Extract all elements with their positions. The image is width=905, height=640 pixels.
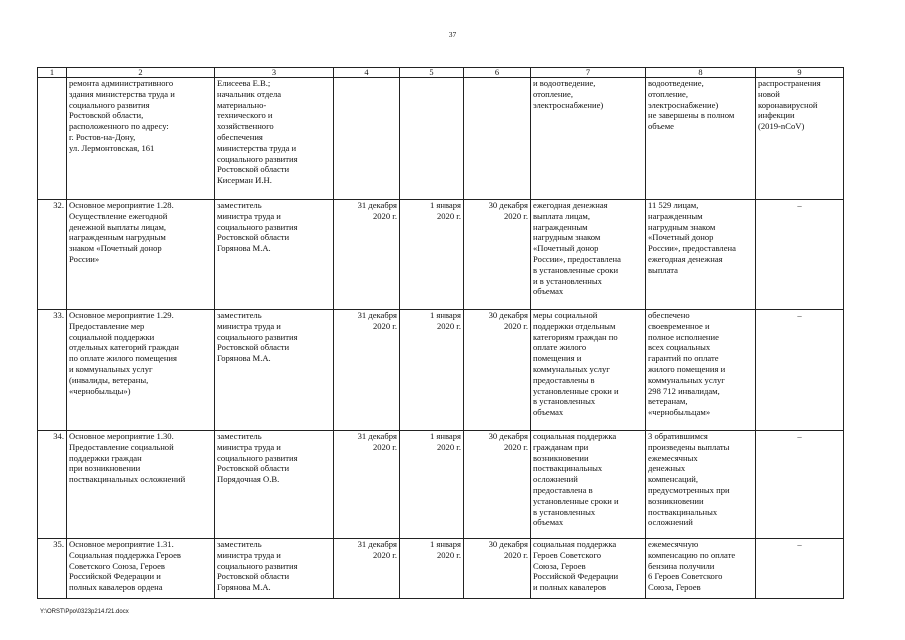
planned-result-cell: социальная поддержка Героев Советского Союза, Героев Российской Федерации и полных кавалеров (531, 539, 646, 599)
actual-result-cell: 3 обратившимся произведены выплаты ежемесячных денежных компенсаций, предусмотренных при возникновении поствакцинальных осложнений (646, 431, 756, 539)
event-cell: ремонта административного здания министерства труда и социального развития Ростовской области, расположенного по адресу: г. Ростов-на-Дону, ул. Лермонтовская, 161 (67, 78, 215, 200)
column-header: 6 (464, 68, 531, 78)
row-number-cell: 33. (38, 310, 67, 431)
planned-result-cell: социальная поддержка гражданам при возникновении поствакцинальных осложнений предоставлена в установленные сроки и в установленных объемах (531, 431, 646, 539)
event-cell: Основное мероприятие 1.30. Предоставление социальной поддержки граждан при возникновении поствакцинальных осложнений (67, 431, 215, 539)
event-cell: Основное мероприятие 1.28. Осуществление ежегодной денежной выплаты лицам, награжденным нагрудным знаком «Почетный донор России» (67, 200, 215, 310)
column-header: 3 (215, 68, 334, 78)
start-date-cell: 1 января 2020 г. (400, 200, 464, 310)
report-table (37, 67, 844, 599)
responsible-cell: Елисеева Е.В.; начальник отдела материально- технического и хозяйственного обеспечения министерства труда и социального развития Ростовской области Кисерман И.Н. (215, 78, 334, 200)
row-number-cell: 35. (38, 539, 67, 599)
end-date-cell: 30 декабря 2020 г. (464, 431, 531, 539)
column-header: 5 (400, 68, 464, 78)
problems-cell: – (756, 431, 844, 539)
planned-result-cell: ежегодная денежная выплата лицам, награжденным нагрудным знаком «Почетный донор России», предоставлена в установленные сроки и в установленных объемах (531, 200, 646, 310)
table-row (38, 310, 844, 431)
planned-date-cell: 31 декабря 2020 г. (334, 310, 400, 431)
table-row (38, 78, 844, 200)
event-cell: Основное мероприятие 1.29. Предоставление мер социальной поддержки отдельных категорий граждан по оплате жилого помещения и коммунальных услуг (инвалиды, ветераны, «чернобыльцы») (67, 310, 215, 431)
table-row (38, 431, 844, 539)
column-header: 8 (646, 68, 756, 78)
end-date-cell: 30 декабря 2020 г. (464, 539, 531, 599)
responsible-cell: заместитель министра труда и социального развития Ростовской области Порядочная О.В. (215, 431, 334, 539)
page-number: 37 (448, 30, 457, 39)
planned-date-cell: 31 декабря 2020 г. (334, 431, 400, 539)
start-date-cell: 1 января 2020 г. (400, 539, 464, 599)
responsible-cell: заместитель министра труда и социального развития Ростовской области Горянова М.А. (215, 310, 334, 431)
planned-result-cell: и водоотведение, отопление, электроснабжение) (531, 78, 646, 200)
planned-result-cell: меры социальной поддержки отдельным категориям граждан по оплате жилого помещения и коммунальных услуг предоставлены в установленные сроки и в установленных объемах (531, 310, 646, 431)
event-cell: Основное мероприятие 1.31. Социальная поддержка Героев Советского Союза, Героев Российской Федерации и полных кавалеров ордена (67, 539, 215, 599)
footer-file-path: Y:\ORST\Ppo\0323p214.f21.docx (40, 609, 129, 615)
responsible-cell: заместитель министра труда и социального развития Ростовской области Горянова М.А. (215, 539, 334, 599)
actual-result-cell: ежемесячную компенсацию по оплате бензина получили 6 Героев Советского Союза, Героев (646, 539, 756, 599)
planned-date-cell: 31 декабря 2020 г. (334, 539, 400, 599)
column-header: 2 (67, 68, 215, 78)
end-date-cell (464, 78, 531, 200)
row-number-cell (38, 78, 67, 200)
column-header: 1 (38, 68, 67, 78)
actual-result-cell: 11 529 лицам, награжденным нагрудным знаком «Почетный донор России», предоставлена ежегодная денежная выплата (646, 200, 756, 310)
row-number-cell: 34. (38, 431, 67, 539)
problems-cell: – (756, 200, 844, 310)
actual-result-cell: водоотведение, отопление, электроснабжение) не завершены в полном объеме (646, 78, 756, 200)
end-date-cell: 30 декабря 2020 г. (464, 310, 531, 431)
actual-result-cell: обеспечено своевременное и полное исполнение всех социальных гарантий по оплате жилого помещения и коммунальных услуг 298 712 инвалидам, ветеранам, «чернобыльцам» (646, 310, 756, 431)
planned-date-cell: 31 декабря 2020 г. (334, 200, 400, 310)
column-header: 7 (531, 68, 646, 78)
start-date-cell: 1 января 2020 г. (400, 431, 464, 539)
problems-cell: – (756, 539, 844, 599)
column-header: 9 (756, 68, 844, 78)
start-date-cell (400, 78, 464, 200)
planned-date-cell (334, 78, 400, 200)
start-date-cell: 1 января 2020 г. (400, 310, 464, 431)
column-header: 4 (334, 68, 400, 78)
end-date-cell: 30 декабря 2020 г. (464, 200, 531, 310)
table-row (38, 200, 844, 310)
column-number-row (38, 68, 844, 78)
row-number-cell: 32. (38, 200, 67, 310)
problems-cell: распространения новой коронавирусной инфекции (2019-nCoV) (756, 78, 844, 200)
problems-cell: – (756, 310, 844, 431)
table-row (38, 539, 844, 599)
responsible-cell: заместитель министра труда и социального развития Ростовской области Горянова М.А. (215, 200, 334, 310)
